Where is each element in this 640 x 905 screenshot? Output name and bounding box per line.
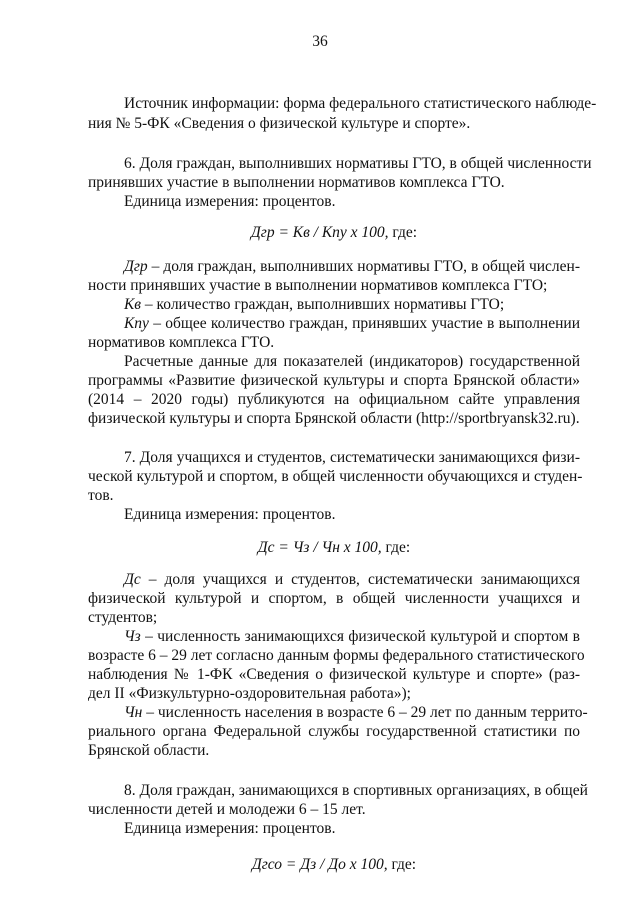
formula-7 bbox=[88, 539, 580, 557]
def-chz-text: – численность занимающихся физической культурой и спортом в bbox=[145, 628, 580, 645]
def-chz-term: Чз bbox=[124, 628, 141, 645]
item-7-line-1: 7. Доля учащихся и студентов, систематически занимающихся физи- bbox=[124, 449, 580, 466]
def-chz-line-3: наблюдения № 1-ФК «Сведения о физической культуре и спорте» (раз- bbox=[88, 666, 580, 683]
def-ds-line-1 bbox=[124, 571, 580, 589]
def-dgr-line-2: ности принявших участие в выполнении нормативов комплекса ГТО; bbox=[88, 277, 548, 294]
page-number: 36 bbox=[312, 33, 328, 50]
formula-7-expr: Дс = Чз / Чн х 100, bbox=[257, 539, 382, 556]
item-8-line-1: 8. Доля граждан, занимающихся в спортивных организациях, в общей bbox=[124, 782, 588, 799]
def-chn-line-3: Брянской области. bbox=[88, 742, 210, 759]
formula-8-expr: Дгсо = Дз / До х 100, bbox=[251, 856, 388, 873]
source-line-2: ния № 5-ФК «Сведения о физической культуре и спорте». bbox=[88, 115, 471, 132]
item-6-unit: Единица измерения: процентов. bbox=[124, 193, 336, 210]
item-6-line-2: принявших участие в выполнении нормативов комплекса ГТО. bbox=[88, 174, 505, 191]
def-dgr-line-1 bbox=[124, 258, 580, 276]
formula-6 bbox=[88, 224, 580, 242]
def-chn-term: Чн bbox=[124, 704, 143, 721]
def-chz-line-4: дел II «Физкультурно-оздоровительная работа»); bbox=[88, 685, 411, 702]
formula-6-expr: Дгр = Кв / Кпу х 100, bbox=[250, 224, 389, 241]
def-kpu-text: – общее количество граждан, принявших участие в выполнении bbox=[153, 315, 580, 332]
source-line-1: Источник информации: форма федерального статистического наблюде- bbox=[124, 95, 597, 112]
calc-line-3: (2014 – 2020 годы) публикуются на официальном сайте управления bbox=[88, 391, 580, 408]
def-kv-term: Кв bbox=[124, 296, 142, 313]
formula-7-where: где: bbox=[385, 539, 411, 556]
def-chn-line-2: риального органа Федеральной службы государственной статистики по bbox=[88, 723, 580, 740]
def-ds-line-2: физической культурой и спортом, в общей численности учащихся и bbox=[88, 590, 580, 607]
calc-line-2: программы «Развитие физической культуры и спорта Брянской области» bbox=[88, 372, 580, 389]
formula-8-where: где: bbox=[391, 856, 417, 873]
item-7-unit: Единица измерения: процентов. bbox=[124, 506, 336, 523]
def-kpu-line-2: нормативов комплекса ГТО. bbox=[88, 334, 275, 351]
def-ds-term: Дс bbox=[124, 571, 141, 588]
def-chn-text: – численность населения в возрасте 6 – 29 лет по данным террито- bbox=[146, 704, 588, 721]
item-8-line-2: численности детей и молодежи 6 – 15 лет. bbox=[88, 801, 366, 818]
def-kpu-term: Кпу bbox=[124, 315, 149, 332]
formula-8 bbox=[88, 856, 580, 874]
def-chz-line-1 bbox=[124, 628, 580, 646]
def-kv-text: – количество граждан, выполнивших нормативы ГТО; bbox=[144, 296, 505, 313]
def-dgr-term: Дгр bbox=[124, 258, 148, 275]
calc-line-4: физической культуры и спорта Брянской области (http://sportbryansk32.ru). bbox=[88, 410, 580, 427]
def-kpu-line-1 bbox=[124, 315, 580, 333]
item-7-line-3: тов. bbox=[88, 487, 114, 504]
def-chn-line-1 bbox=[124, 704, 588, 722]
item-8-unit: Единица измерения: процентов. bbox=[124, 820, 336, 837]
def-ds-line-3: студентов; bbox=[88, 609, 158, 626]
def-ds-text: – доля учащихся и студентов, систематически занимающихся bbox=[148, 571, 580, 588]
def-chz-line-2: возрасте 6 – 29 лет согласно данным формы федерального статистического bbox=[88, 647, 585, 664]
def-kv bbox=[124, 296, 580, 314]
def-dgr-text: – доля граждан, выполнивших нормативы ГТО, в общей числен- bbox=[151, 258, 580, 275]
calc-line-1: Расчетные данные для показателей (индикаторов) государственной bbox=[124, 353, 580, 370]
item-7-line-2: ческой культурой и спортом, в общей численности обучающихся и студен- bbox=[88, 468, 583, 485]
item-6-line-1: 6. Доля граждан, выполнивших нормативы ГТО, в общей численности bbox=[124, 155, 592, 172]
formula-6-where: где: bbox=[392, 224, 418, 241]
